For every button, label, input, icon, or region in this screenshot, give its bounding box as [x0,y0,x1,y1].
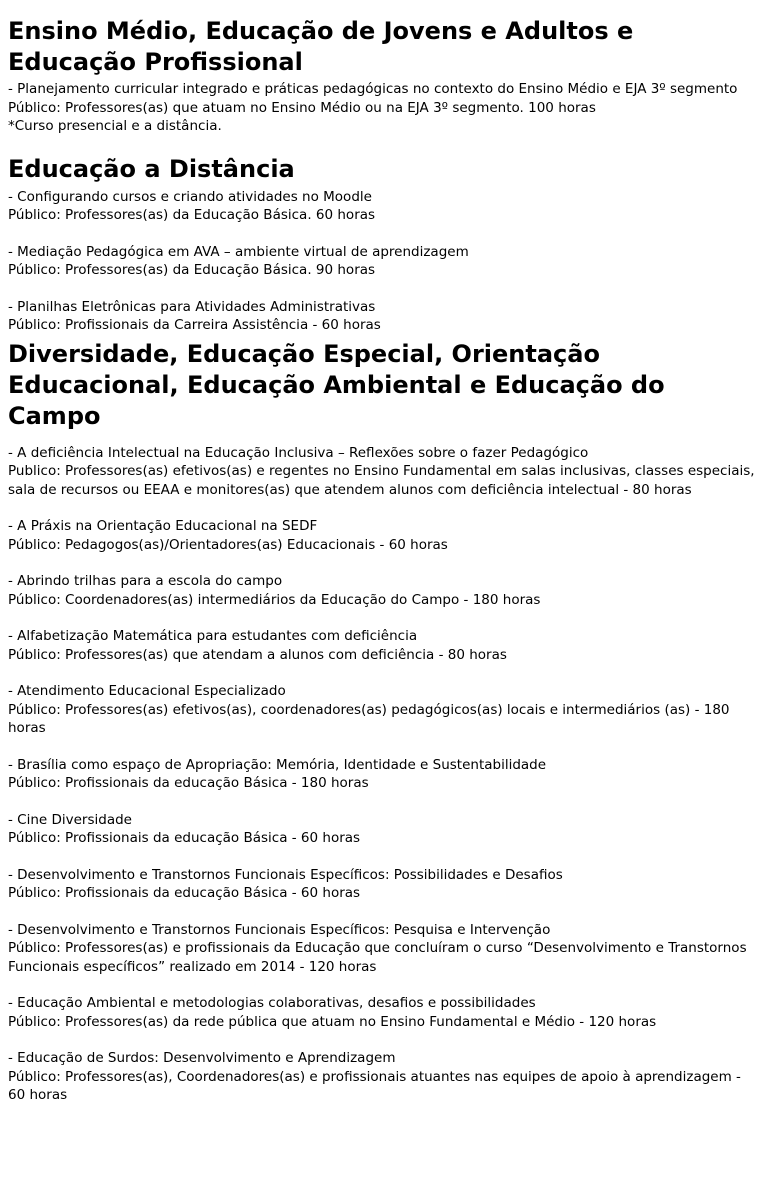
course-name: - Educação de Surdos: Desenvolvimento e Aprendizagem [8,1050,396,1066]
course-name: - A deficiência Intelectual na Educação Inclusiva – Reflexões sobre o fazer Pedagógico [8,444,589,461]
course-name: - Alfabetização Matemática para estudantes com deficiência [8,628,418,644]
course-item [8,994,760,1031]
section-ensino-medio [8,16,760,136]
course-item [8,298,760,335]
course-item [8,517,760,554]
course-name: - A Práxis na Orientação Educacional na SEDF [8,518,318,534]
course-name: - Mediação Pedagógica em AVA – ambiente virtual de aprendizagem [8,243,469,260]
course-audience: Público: Coordenadores(as) intermediários da Educação do Campo - 180 horas [8,591,541,608]
course-audience: Público: Profissionais da educação Básica - 180 horas [8,775,369,791]
course-audience: Público: Pedagogos(as)/Orientadores(as) Educacionais - 60 horas [8,536,448,553]
course-audience: Público: Profissionais da Carreira Assistência - 60 horas [8,317,381,333]
section-title: Ensino Médio, Educação de Jovens e Adultos e Educação Profissional [8,17,634,76]
section-title: Diversidade, Educação Especial, Orientação Educacional, Educação Ambiental e Educação do Campo [8,339,665,430]
course-audience: Público: Professores(as) efetivos(as), coordenadores(as) pedagógicos(as) locais e intermediários (as) - 180 horas [8,701,730,736]
course-name: - Planejamento curricular integrado e práticas pedagógicas no contexto do Ensino Médio e EJA 3º segmento [8,81,738,97]
course-name: - Desenvolvimento e Transtornos Funcionais Específicos: Pesquisa e Intervenção [8,921,551,938]
course-item [8,627,760,664]
course-item [8,756,760,793]
course-audience: Público: Profissionais da educação Básica - 60 horas [8,885,361,901]
course-name: - Desenvolvimento e Transtornos Funcionais Específicos: Possibilidades e Desafios [8,866,563,883]
course-audience: Público: Professores(as) e profissionais da Educação que concluíram o curso “Desenvolvimento e Transtornos Funcionais específicos” realizado em 2014 - 120 horas [8,940,747,975]
course-name: - Brasília como espaço de Apropriação: Memória, Identidade e Sustentabilidade [8,756,547,773]
course-name: - Planilhas Eletrônicas para Atividades Administrativas [8,298,376,315]
course-audience: Público: Profissionais da educação Básica - 60 horas [8,830,361,846]
course-item [8,572,760,609]
course-item [8,866,760,903]
course-item [8,80,760,136]
course-item [8,811,760,848]
course-audience: Publico: Professores(as) efetivos(as) e regentes no Ensino Fundamental em salas inclusivas, classes especiais, sala de recursos ou EEAA e monitores(as) que atendem alunos com deficiência intelectual - 80 horas [8,463,755,498]
course-name: - Educação Ambiental e metodologias colaborativas, desafios e possibilidades [8,995,536,1011]
course-note: *Curso presencial e a distância. [8,118,222,134]
course-name: - Abrindo trilhas para a escola do campo [8,573,283,589]
course-audience: Público: Professores(as) da Educação Básica. 90 horas [8,262,376,278]
course-item [8,243,760,280]
course-audience: Público: Professores(as) que atuam no Ensino Médio ou na EJA 3º segmento. 100 horas [8,99,596,116]
course-audience: Público: Professores(as) da Educação Básica. 60 horas [8,207,376,223]
course-item [8,1049,760,1105]
course-name: - Configurando cursos e criando atividades no Moodle [8,188,372,205]
course-item [8,921,760,977]
course-item [8,444,760,500]
section-educacao-distancia [8,154,760,335]
course-name: - Cine Diversidade [8,811,132,828]
course-name: - Atendimento Educacional Especializado [8,683,286,699]
section-diversidade [8,339,760,1105]
course-audience: Público: Professores(as) que atendam a alunos com deficiência - 80 horas [8,646,507,663]
course-audience: Público: Professores(as) da rede pública que atuam no Ensino Fundamental e Médio - 120 horas [8,1013,657,1030]
course-item [8,682,760,738]
course-item [8,188,760,225]
course-audience: Público: Professores(as), Coordenadores(as) e profissionais atuantes nas equipes de apoio à aprendizagem - 60 horas [8,1068,741,1103]
section-title: Educação a Distância [8,154,295,183]
